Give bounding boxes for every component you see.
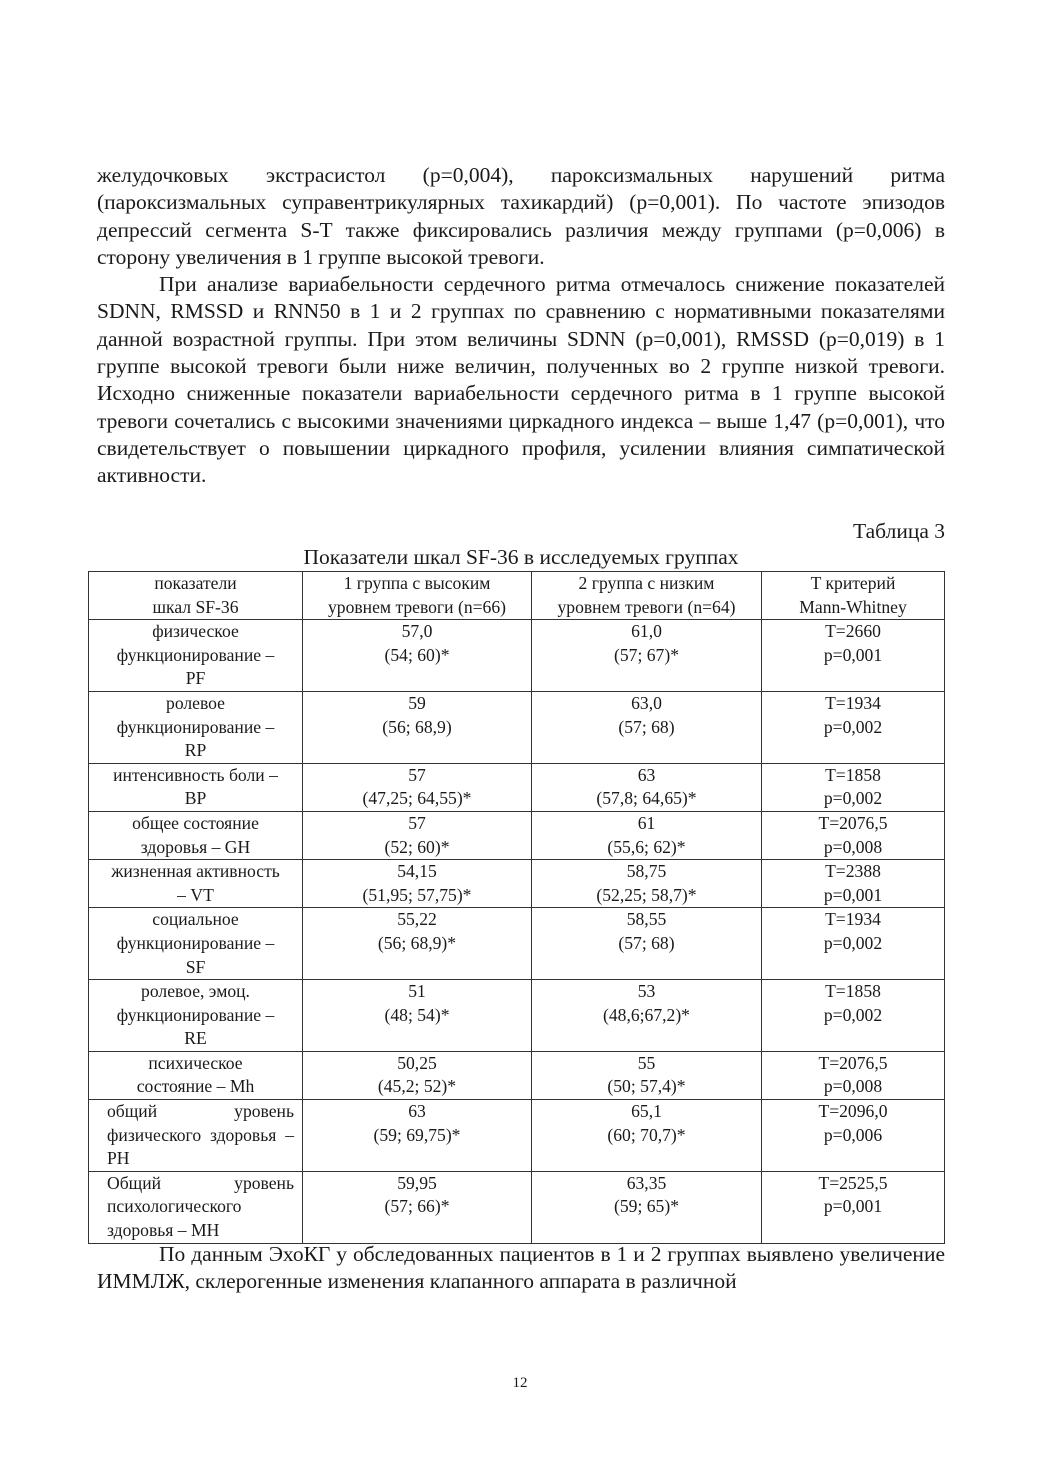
table-cell: 63 (57,8; 64,65)* xyxy=(532,763,762,811)
sf36-table xyxy=(88,571,945,1244)
table-cell: T=2096,0 p=0,006 xyxy=(762,1100,945,1172)
table-row xyxy=(89,1171,945,1243)
table-cell: T=2076,5 p=0,008 xyxy=(762,1051,945,1099)
table-cell: T=1934 p=0,002 xyxy=(762,908,945,980)
table-cell: T=2525,5 p=0,001 xyxy=(762,1171,945,1243)
table-title: Показатели шкал SF-36 в исследуемых группах xyxy=(303,545,739,569)
table-label: Таблица 3 xyxy=(853,519,945,543)
header-criterion: T критерий Mann-Whitney xyxy=(762,572,945,620)
table-cell: 50,25 (45,2; 52)* xyxy=(303,1051,532,1099)
body-text-top xyxy=(97,162,945,490)
table-header-row xyxy=(89,572,945,620)
table-cell: 58,75 (52,25; 58,7)* xyxy=(532,860,762,908)
table-cell: ролевое, эмоц. функционирование – RE xyxy=(89,980,303,1052)
body-text-bottom xyxy=(97,1241,945,1296)
table-row xyxy=(89,763,945,811)
table-cell: ролевое функционирование – RP xyxy=(89,691,303,763)
table-cell: 57 (47,25; 64,55)* xyxy=(303,763,532,811)
table-cell: физическое функционирование – PF xyxy=(89,620,303,692)
table-cell: 65,1 (60; 70,7)* xyxy=(532,1100,762,1172)
table-cell: 55 (50; 57,4)* xyxy=(532,1051,762,1099)
table-cell: 57,0 (54; 60)* xyxy=(303,620,532,692)
paragraph-hrv: При анализе вариабельности сердечного ритма отмечалось снижение показателей SDNN, RMSSD и RNN50 в 1 и 2 группах по сравнению с нормативными показателями данной возрастной группы. При этом величины SDNN (р=0,001), RMSSD (р=0,019) в 1 группе высокой тревоги были ниже величин, полученных во 2 группе низкой тревоги. Исходно сниженные показатели вариабельности сердечного ритма в 1 группе высокой тревоги сочетались с высокими значениями циркадного индекса – выше 1,47 (р=0,001), что свидетельствует о повышении циркадного профиля, усилении влияния симпатической активности. xyxy=(97,272,945,488)
table-cell: социальное функционирование – SF xyxy=(89,908,303,980)
table-cell: T=2076,5 p=0,008 xyxy=(762,811,945,859)
table-cell: 55,22 (56; 68,9)* xyxy=(303,908,532,980)
table-cell: 51 (48; 54)* xyxy=(303,980,532,1052)
table-cell: психическое состояние – Mh xyxy=(89,1051,303,1099)
table-row xyxy=(89,691,945,763)
table-cell: 59,95 (57; 66)* xyxy=(303,1171,532,1243)
table-cell: 59 (56; 68,9) xyxy=(303,691,532,763)
header-group1: 1 группа с высоким уровнем тревоги (n=66) xyxy=(303,572,532,620)
table-cell: Общий уровень психологического здоровья – MH xyxy=(89,1171,303,1243)
table-row xyxy=(89,908,945,980)
table-cell: общий уровень физического здоровья – PH xyxy=(89,1100,303,1172)
table-cell: жизненная активность – VT xyxy=(89,860,303,908)
table-row xyxy=(89,980,945,1052)
paragraph-arrhythmia: желудочковых экстрасистол (р=0,004), пароксизмальных нарушений ритма (пароксизмальных суправентрикулярных тахикардий) (р=0,001). По частоте эпизодов депрессий сегмента S-T также фиксировались различия между группами (р=0,006) в сторону увеличения в 1 группе высокой тревоги. xyxy=(97,163,945,269)
table-row xyxy=(89,1100,945,1172)
table-cell: T=1858 p=0,002 xyxy=(762,980,945,1052)
table-cell: T=2388 p=0,001 xyxy=(762,860,945,908)
paragraph-echocg: По данным ЭхоКГ у обследованных пациентов в 1 и 2 группах выявлено увеличение ИММЛЖ, склерогенные изменения клапанного аппарата в различной xyxy=(97,1242,945,1294)
table-cell: 53 (48,6;67,2)* xyxy=(532,980,762,1052)
page-number: 12 xyxy=(512,1375,528,1391)
table-cell: 61,0 (57; 67)* xyxy=(532,620,762,692)
table-row xyxy=(89,811,945,859)
table-cell: 61 (55,6; 62)* xyxy=(532,811,762,859)
table-row xyxy=(89,620,945,692)
table-cell: 63 (59; 69,75)* xyxy=(303,1100,532,1172)
table-cell: 63,0 (57; 68) xyxy=(532,691,762,763)
table-cell: общее состояние здоровья – GH xyxy=(89,811,303,859)
table-cell: T=2660 p=0,001 xyxy=(762,620,945,692)
table-cell: T=1858 p=0,002 xyxy=(762,763,945,811)
table-cell: 54,15 (51,95; 57,75)* xyxy=(303,860,532,908)
table-cell: интенсивность боли – BP xyxy=(89,763,303,811)
table-cell: 57 (52; 60)* xyxy=(303,811,532,859)
table-row xyxy=(89,1051,945,1099)
table-cell: 58,55 (57; 68) xyxy=(532,908,762,980)
table-cell: 63,35 (59; 65)* xyxy=(532,1171,762,1243)
header-group2: 2 группа с низким уровнем тревоги (n=64) xyxy=(532,572,762,620)
table-cell: T=1934 p=0,002 xyxy=(762,691,945,763)
header-indicator: показатели шкал SF-36 xyxy=(89,572,303,620)
table-row xyxy=(89,860,945,908)
